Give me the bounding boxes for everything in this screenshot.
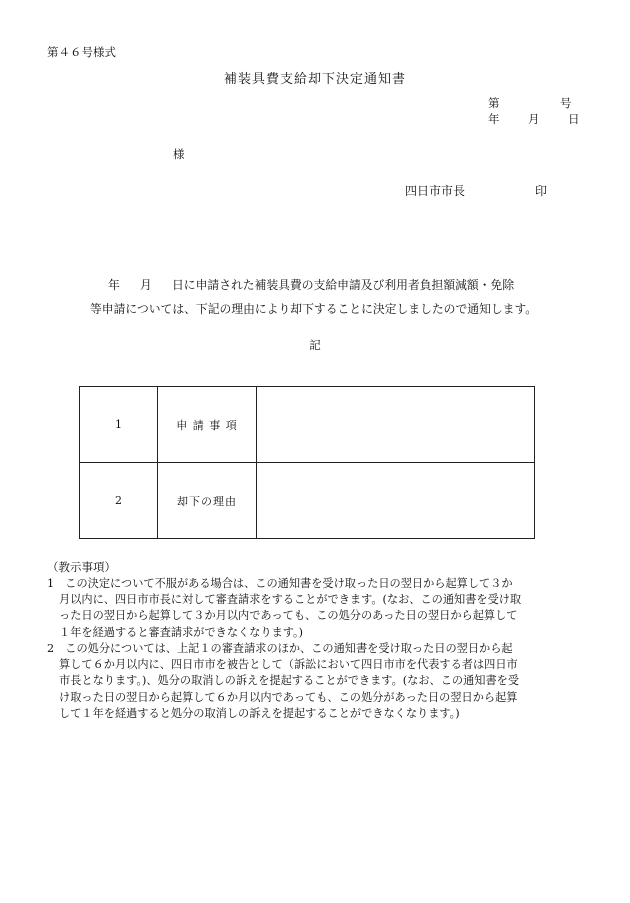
instruction-line: １年を経過すると審査請求ができなくなります。): [59, 625, 303, 639]
instruction-line: 算して６か月以内に、四日市市を被告として（訴訟において四日市市を代表する者は四日市: [59, 658, 518, 672]
body-line-1-text: 日に申請された補装具費の支給申請及び利用者負担額減額・免除: [172, 278, 515, 292]
instruction-item-2: [47, 641, 587, 722]
body-line-1: [108, 278, 514, 293]
date-month: 月: [528, 112, 540, 126]
body-month: 月: [140, 278, 152, 292]
instruction-line: った日の翌日から起算して３か月以内であっても、この処分のあった日の翌日から起算して: [59, 609, 518, 623]
seal-mark: 印: [535, 184, 548, 198]
document-title: 補装具費支給却下決定通知書: [223, 72, 406, 87]
row-label-rejection-reason: 却下の理由: [158, 463, 257, 539]
body-line-2: 等申請については、下記の理由により却下することに決定しましたので通知します。: [90, 302, 538, 316]
table-row: [80, 463, 535, 539]
row-number: 1: [80, 387, 158, 463]
issuer-line: [405, 184, 547, 199]
row-number: 2: [80, 463, 158, 539]
row-value-application-item: [257, 387, 535, 463]
date-day: 日: [568, 112, 580, 126]
document-number-line: [488, 96, 572, 111]
row-value-rejection-reason: [257, 463, 535, 539]
instruction-line: 月以内に、四日市市長に対して審査請求をすることができます。(なお、この通知書を受け取: [59, 593, 522, 607]
form-number: 第４６号様式: [47, 45, 116, 59]
instruction-line: 市長となります。)、処分の取消しの訴えを提起することができます。(なお、この通知書を受: [59, 674, 520, 688]
issuer-name: 四日市市長: [405, 184, 466, 198]
instruction-item-1: [47, 576, 587, 641]
instruction-line: 1 この決定について不服がある場合は、この通知書を受け取った日の翌日から起算して３か: [47, 577, 513, 590]
instruction-line: 2 この処分については、上記１の審査請求のほか、この通知書を受け取った日の翌日から起: [47, 642, 513, 655]
detail-table: [79, 386, 535, 539]
body-year: 年: [108, 278, 120, 292]
date-year: 年: [488, 112, 500, 126]
date-line: [488, 112, 580, 127]
table-row: [80, 387, 535, 463]
instructions-heading: （教示事項）: [47, 560, 116, 574]
number-label: 第: [488, 96, 500, 110]
ki-heading: 記: [309, 338, 321, 352]
row-label-application-item: 申 請 事 項: [158, 387, 257, 463]
instruction-line: して１年を経過すると処分の取消しの訴えを提起することができなくなります。): [59, 706, 460, 720]
instruction-line: け取った日の翌日から起算して６か月以内であっても、この処分があった日の翌日から起算: [59, 690, 518, 704]
number-suffix: 号: [560, 96, 572, 110]
addressee-honorific: 様: [173, 147, 185, 161]
